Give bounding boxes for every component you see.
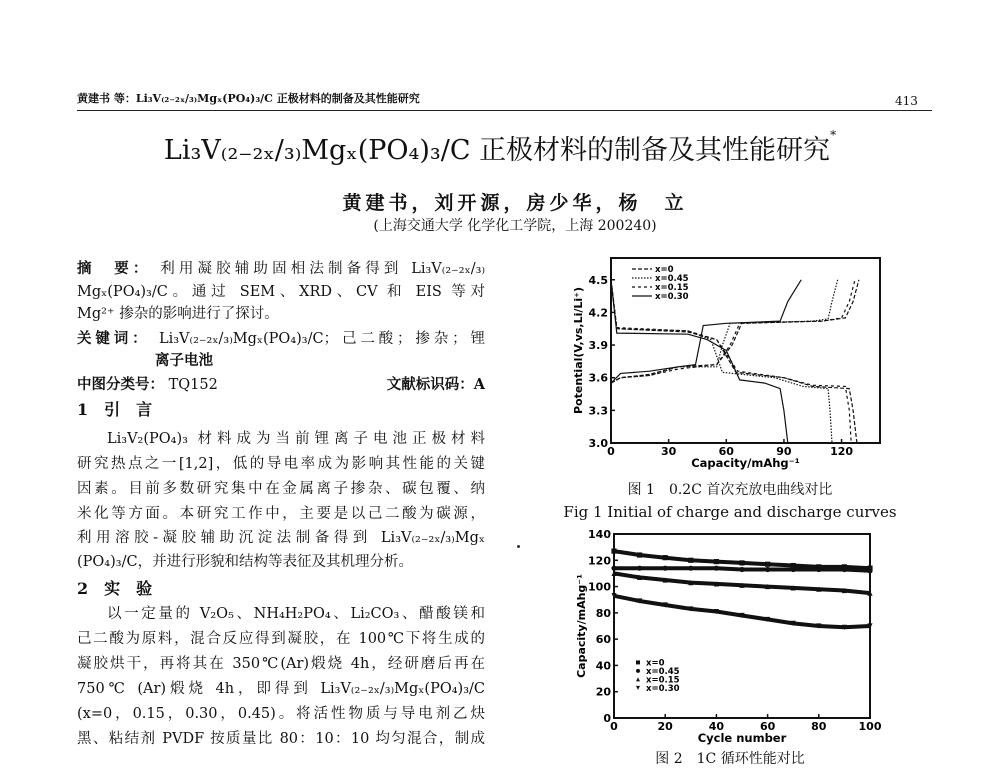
x-tick-label: 60 <box>718 445 734 458</box>
keywords-line <box>77 327 485 348</box>
legend-label: x=0.30 <box>646 683 680 694</box>
data-point <box>688 558 693 563</box>
data-point <box>611 566 616 571</box>
series-charge-curve <box>611 280 838 383</box>
figure-2-chart <box>560 522 900 747</box>
series-discharge-curve <box>611 280 832 443</box>
x-tick-label: 0 <box>607 445 615 458</box>
abstract-label: 摘 要： <box>77 260 152 277</box>
series-discharge-curve <box>611 280 788 443</box>
keywords-line: 离子电池 <box>155 352 213 369</box>
plot-frame <box>611 258 880 443</box>
y-tick-label: 3.9 <box>588 339 608 353</box>
series-trace <box>614 551 870 568</box>
y-tick-label: 4.5 <box>588 273 608 287</box>
title-footnote-mark: * <box>830 128 837 142</box>
figure-1-caption-cn: 图 1 0.2C 首次充放电曲线对比 <box>627 482 833 498</box>
legend-label: x=0.15 <box>646 675 680 686</box>
legend-label: x=0.15 <box>655 283 689 293</box>
affiliation: (上海交通大学 化学化工学院，上海 200240) <box>373 218 657 234</box>
legend-marker <box>636 686 640 690</box>
legend-label: x=0.30 <box>655 292 689 302</box>
body-line: 凝胶烘干，再将其在 350℃(Ar)煅烧 4h，经研磨后再在 <box>77 656 485 672</box>
page-number: 413 <box>895 94 918 108</box>
data-point <box>816 567 821 572</box>
body-line: 己二酸为原料，混合反应得到凝胶，在 100℃下将生成的 <box>77 631 485 647</box>
y-axis-label: Capacity/mAhg⁻¹ <box>575 574 588 678</box>
y-tick-label: 0 <box>603 712 611 725</box>
body-line: 750℃ (Ar)煅烧 4h，即得到 Li₃V₍₂₋₂ₓ/₃₎Mgₓ(PO₄)₃/C <box>77 681 485 697</box>
data-point <box>637 552 642 557</box>
series-discharge-curve <box>611 280 857 443</box>
body-line: 因素。目前多数研究集中在金属离子掺杂、碳包覆、纳 <box>77 481 485 497</box>
legend-label: x=0 <box>646 658 665 669</box>
data-point <box>791 567 796 572</box>
paper-title <box>0 128 1000 167</box>
abstract-text: 利用凝胶辅助固相法制备得到 Li₃V₍₂₋₂ₓ/₃₎ <box>160 261 486 277</box>
data-point <box>663 566 668 571</box>
legend-label: x=0.45 <box>655 274 689 284</box>
document-code: 文献标识码：A <box>386 376 485 393</box>
data-point <box>842 567 847 572</box>
header-rule <box>77 110 932 111</box>
y-tick-label: 80 <box>595 606 611 620</box>
body-line: 黑、粘结剂 PVDF 按质量比 80：10：10 均匀混合，制成 <box>77 731 485 747</box>
title-text: Li₃V₍₂₋₂ₓ/₃₎Mgₓ(PO₄)₃/C 正极材料的制备及其性能研究 <box>163 135 831 166</box>
body-line: Li₃V₂(PO₄)₃ 材料成为当前锂离子电池正极材料 <box>107 431 485 447</box>
data-point <box>739 567 744 572</box>
section-heading: 1 引 言 <box>77 400 153 419</box>
y-axis-label: Potential(V,vs,Li/Li⁺) <box>572 287 585 414</box>
x-axis-label: Capacity/mAhg⁻¹ <box>691 456 800 470</box>
keywords-text: Li₃V₍₂₋₂ₓ/₃₎Mgₓ(PO₄)₃/C；己二酸；掺杂；锂 <box>158 331 486 347</box>
data-point <box>637 566 642 571</box>
running-header: 黄建书 等：Li₃V₍₂₋₂ₓ/₃₎Mgₓ(PO₄)₃/C 正极材料的制备及其性能研究 <box>77 92 420 105</box>
data-point <box>714 559 719 564</box>
y-tick-label: 140 <box>588 528 611 541</box>
y-tick-label: 4.2 <box>588 306 608 320</box>
legend-marker <box>636 677 640 681</box>
y-tick-label: 3.3 <box>588 404 608 418</box>
series-trace <box>614 596 870 628</box>
data-point <box>714 566 719 571</box>
data-point <box>611 548 616 553</box>
x-tick-label: 120 <box>830 445 854 458</box>
x-tick-label: 20 <box>657 720 673 733</box>
data-point <box>739 560 744 565</box>
body-line: 利用溶胶-凝胶辅助沉淀法制备得到 Li₃V₍₂₋₂ₓ/₃₎Mgₓ <box>77 530 485 546</box>
y-tick-label: 40 <box>595 659 611 673</box>
abstract-line: Mg²⁺ 掺杂的影响进行了探讨。 <box>77 306 279 322</box>
series-charge-curve <box>611 280 801 383</box>
abstract-line <box>77 257 485 278</box>
figure-2-caption-cn: 图 2 1C 循环性能对比 <box>655 751 805 767</box>
classification-line <box>77 373 485 394</box>
x-tick-label: 30 <box>660 445 677 458</box>
abstract-line: Mgₓ(PO₄)₃/C。通过 SEM、XRD、CV 和 EIS 等对 <box>77 284 485 300</box>
body-line: (PO₄)₃/C，并进行形貌和结构等表征及其机理分析。 <box>77 554 414 570</box>
y-tick-label: 3.6 <box>588 371 608 385</box>
x-axis-label: Cycle number <box>697 731 787 745</box>
x-tick-label: 90 <box>776 445 792 458</box>
legend-label: x=0 <box>655 265 674 275</box>
x-tick-label: 60 <box>759 720 776 733</box>
data-point <box>765 567 770 572</box>
y-tick-label: 120 <box>588 554 611 568</box>
y-tick-label: 3.0 <box>588 437 608 450</box>
keywords-label: 关键词： <box>77 330 151 347</box>
x-tick-label: 0 <box>610 720 618 733</box>
data-point <box>688 566 693 571</box>
figure-1-caption-en: Fig 1 Initial of charge and discharge curves <box>563 503 897 521</box>
x-tick-label: 40 <box>708 720 725 733</box>
figure-1-chart <box>560 250 900 480</box>
body-line: (x=0，0.15，0.30，0.45)。将活性物质与导电剂乙炔 <box>77 706 485 722</box>
body-line: 以一定量的 V₂O₅、NH₄H₂PO₄、Li₂CO₃、醋酸镁和 <box>107 606 485 622</box>
classification-label: 中图分类号： <box>77 376 164 393</box>
y-tick-label: 100 <box>588 580 611 594</box>
legend-label: x=0.45 <box>646 666 680 677</box>
section-heading: 2 实 验 <box>77 579 153 598</box>
body-line: 研究热点之一[1,2]，低的导电率成为影响其性能的关键 <box>77 456 485 472</box>
data-point <box>765 562 770 567</box>
authors: 黄建书，刘开源，房少华，杨 立 <box>342 192 688 214</box>
classification-value: TQ152 <box>168 377 218 393</box>
data-point <box>867 568 872 573</box>
legend-marker <box>636 660 640 664</box>
y-tick-label: 20 <box>595 685 611 699</box>
x-tick-label: 80 <box>811 720 827 733</box>
body-line: 米化等方面。本研究工作中，主要是以己二酸为碳源， <box>77 506 485 522</box>
data-point <box>663 555 668 560</box>
y-tick-label: 60 <box>595 633 611 647</box>
x-tick-label: 100 <box>858 720 882 733</box>
legend-marker <box>636 669 640 673</box>
scan-speck <box>517 545 520 548</box>
